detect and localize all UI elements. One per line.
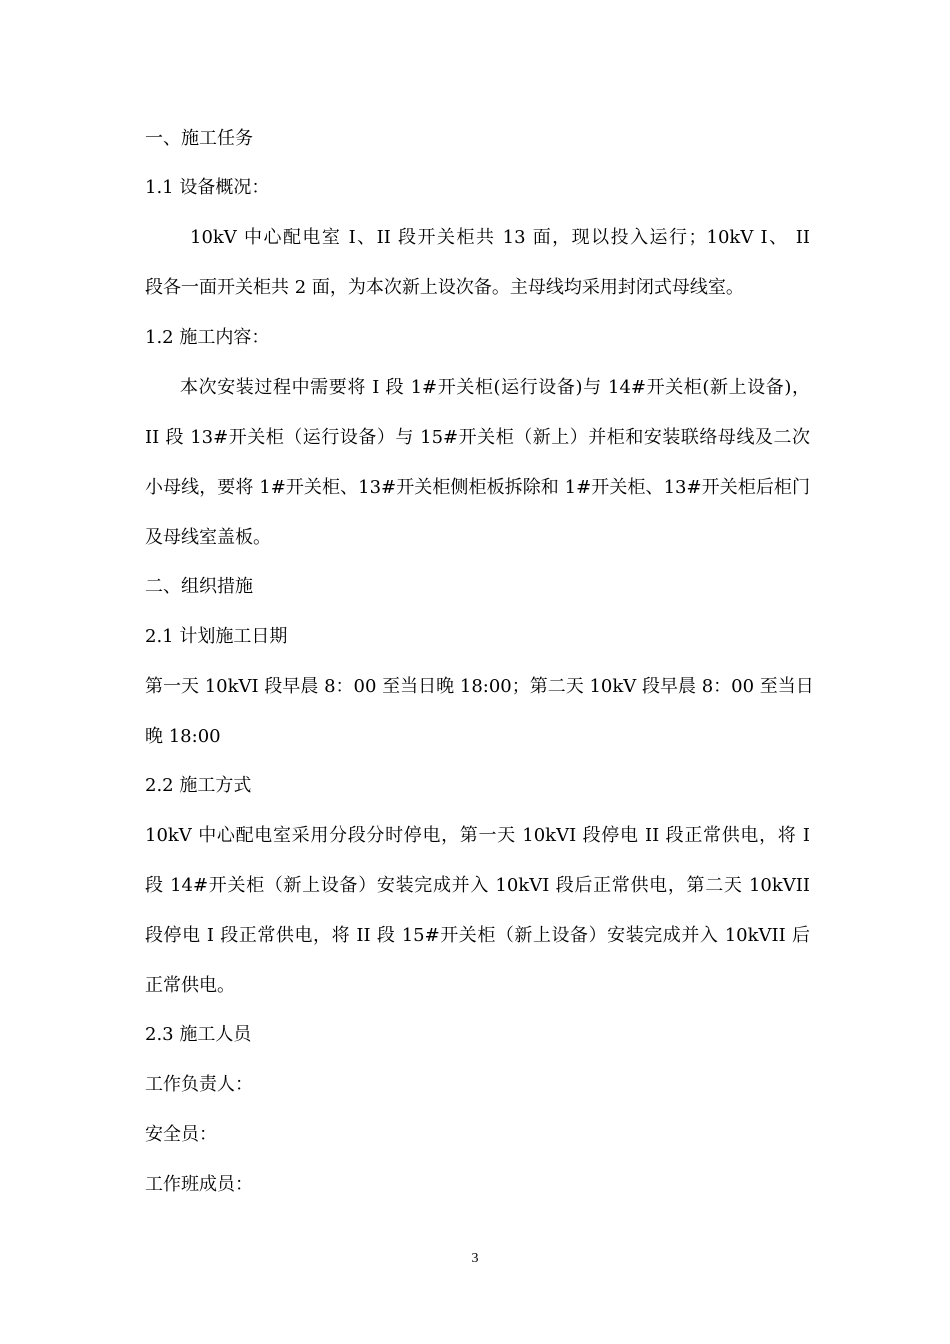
subheading-planned-date: 2.1 计划施工日期 xyxy=(145,626,288,647)
paragraph-line: 段各一面开关柜共 2 面，为本次新上设次备。主母线均采用封闭式母线室。 xyxy=(145,277,744,298)
paragraph-line: 10kV 中心配电室采用分段分时停电，第一天 10kVI 段停电 II 段正常供电，将 I xyxy=(145,825,810,846)
field-team-members: 工作班成员： xyxy=(145,1174,253,1195)
field-safety-officer: 安全员： xyxy=(145,1124,217,1145)
paragraph-line: 10kV 中心配电室 I、II 段开关柜共 13 面，现以投入运行；10kV I、 II xyxy=(190,227,810,248)
paragraph-line: 本次安装过程中需要将 I 段 1#开关柜(运行设备)与 14#开关柜(新上设备)， xyxy=(180,377,810,398)
field-work-leader: 工作负责人： xyxy=(145,1074,253,1095)
section-heading-construction-task: 一、施工任务 xyxy=(145,128,253,149)
paragraph-line: II 段 13#开关柜（运行设备）与 15#开关柜（新上）并柜和安装联络母线及二次 xyxy=(145,427,810,448)
paragraph-line: 及母线室盖板。 xyxy=(145,527,271,548)
paragraph-line: 段停电 I 段正常供电，将 II 段 15#开关柜（新上设备）安装完成并入 10kVII 后 xyxy=(145,925,810,946)
subheading-construction-content: 1.2 施工内容： xyxy=(145,327,270,348)
subheading-construction-method: 2.2 施工方式 xyxy=(145,775,252,796)
section-heading-organization-measures: 二、组织措施 xyxy=(145,576,253,597)
paragraph-line: 第一天 10kVI 段早晨 8：00 至当日晚 18:00；第二天 10kV 段早晨 8：00 至当日 xyxy=(145,676,814,697)
paragraph-line: 小母线，要将 1#开关柜、13#开关柜侧柜板拆除和 1#开关柜、13#开关柜后柜门 xyxy=(145,477,810,498)
page-number: 3 xyxy=(471,1251,479,1266)
paragraph-line: 晚 18:00 xyxy=(145,726,221,747)
paragraph-line: 正常供电。 xyxy=(145,975,235,996)
subheading-equipment-overview: 1.1 设备概况： xyxy=(145,177,270,198)
paragraph-line: 段 14#开关柜（新上设备）安装完成并入 10kVI 段后正常供电，第二天 10kVII xyxy=(145,875,810,896)
subheading-construction-personnel: 2.3 施工人员 xyxy=(145,1024,252,1045)
